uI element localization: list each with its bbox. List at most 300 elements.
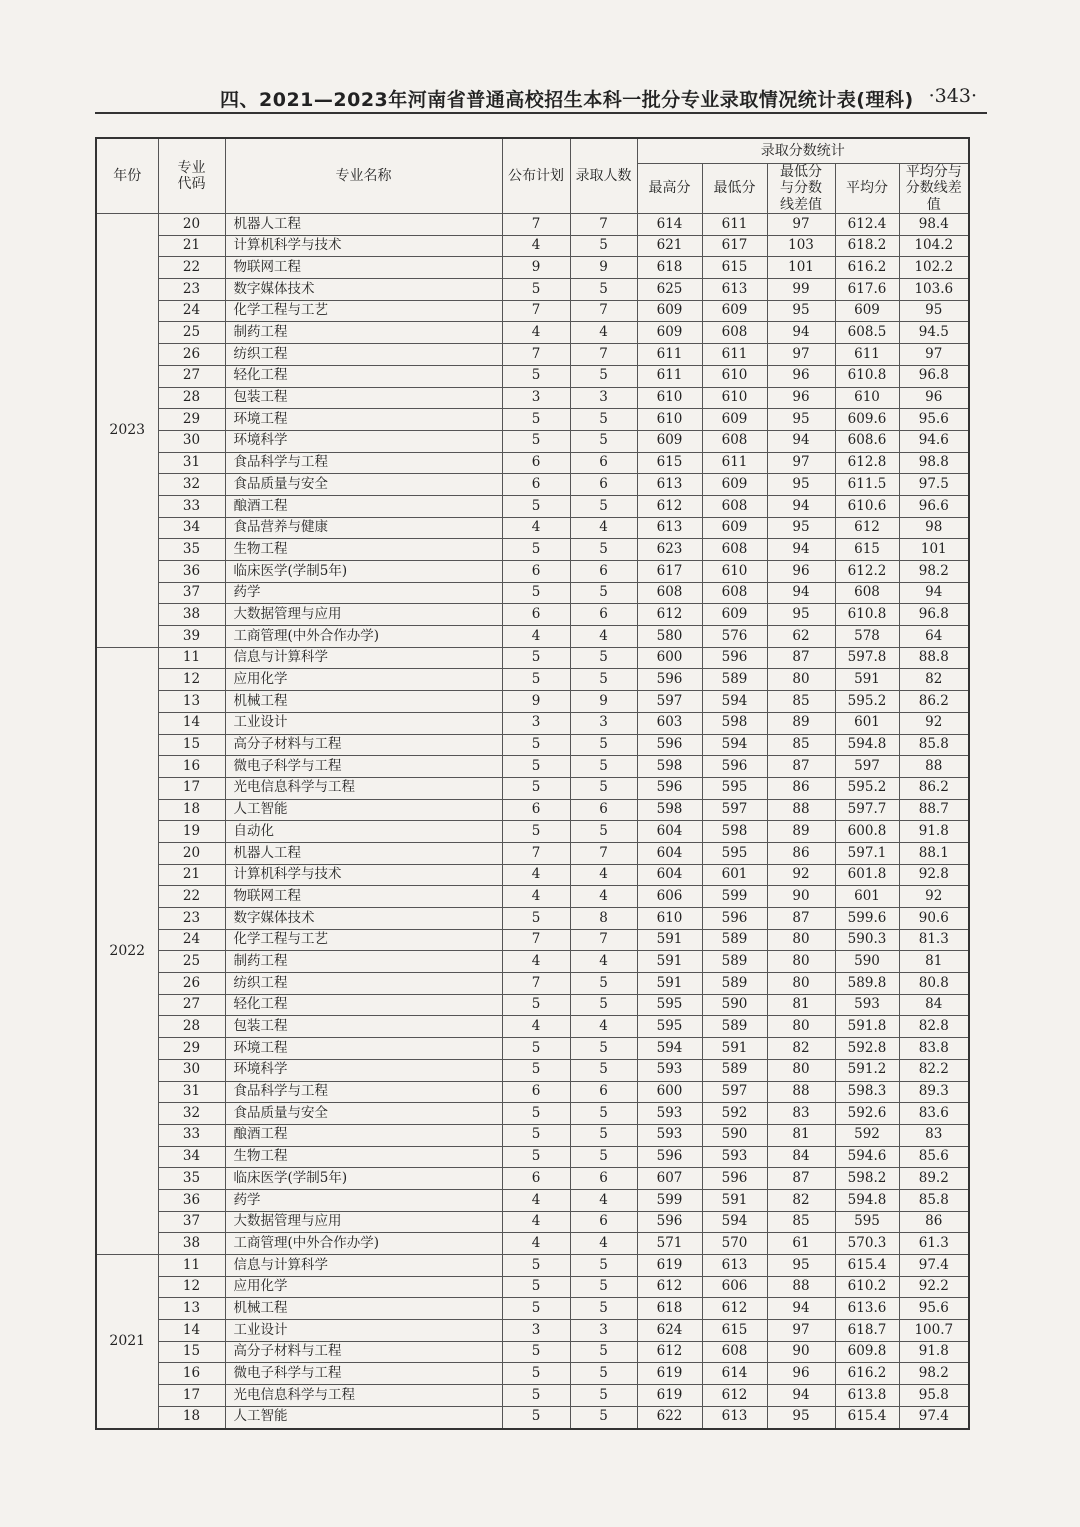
min-cell: 614	[702, 1363, 767, 1385]
avg-cell: 616.2	[835, 1363, 899, 1385]
avg-diff-cell: 61.3	[899, 1233, 969, 1255]
admitted-cell: 5	[570, 1406, 637, 1428]
table-row	[96, 756, 969, 778]
min-cell: 610	[702, 561, 767, 583]
max-cell: 599	[637, 1189, 702, 1211]
avg-cell: 618.7	[835, 1320, 899, 1342]
plan-cell: 7	[502, 973, 570, 995]
code-cell: 16	[158, 1363, 225, 1385]
name-cell: 数字媒体技术	[225, 279, 502, 301]
avg-cell: 590	[835, 951, 899, 973]
min-cell: 596	[702, 1168, 767, 1190]
col-year-header: 年份	[96, 138, 158, 214]
avg-cell: 612.4	[835, 214, 899, 236]
max-cell: 593	[637, 1124, 702, 1146]
admitted-cell: 7	[570, 300, 637, 322]
name-cell: 药学	[225, 582, 502, 604]
avg-cell: 597	[835, 756, 899, 778]
admitted-cell: 5	[570, 973, 637, 995]
avg-diff-cell: 94.5	[899, 322, 969, 344]
min-diff-cell: 87	[767, 1168, 835, 1190]
admitted-cell: 6	[570, 561, 637, 583]
admitted-cell: 5	[570, 821, 637, 843]
name-cell: 大数据管理与应用	[225, 604, 502, 626]
plan-cell: 6	[502, 1168, 570, 1190]
avg-cell: 591	[835, 669, 899, 691]
min-cell: 590	[702, 994, 767, 1016]
name-cell: 工商管理(中外合作办学)	[225, 626, 502, 648]
plan-cell: 3	[502, 712, 570, 734]
avg-diff-cell: 95	[899, 300, 969, 322]
min-diff-cell: 90	[767, 886, 835, 908]
min-diff-cell: 87	[767, 647, 835, 669]
max-cell: 619	[637, 1385, 702, 1407]
table-row	[96, 647, 969, 669]
plan-cell: 5	[502, 1038, 570, 1060]
max-cell: 613	[637, 474, 702, 496]
avg-cell: 609.6	[835, 409, 899, 431]
code-cell: 35	[158, 539, 225, 561]
code-cell: 28	[158, 387, 225, 409]
min-cell: 596	[702, 647, 767, 669]
admitted-cell: 5	[570, 1255, 637, 1277]
code-cell: 22	[158, 257, 225, 279]
admitted-cell: 5	[570, 1146, 637, 1168]
plan-cell: 5	[502, 1341, 570, 1363]
avg-diff-cell: 96.8	[899, 365, 969, 387]
table-row	[96, 452, 969, 474]
avg-cell: 616.2	[835, 257, 899, 279]
avg-diff-cell: 103.6	[899, 279, 969, 301]
year-cell: 2022	[96, 647, 158, 1254]
code-cell: 24	[158, 300, 225, 322]
min-cell: 609	[702, 409, 767, 431]
admitted-cell: 3	[570, 387, 637, 409]
min-diff-cell: 89	[767, 712, 835, 734]
admitted-cell: 4	[570, 1016, 637, 1038]
code-cell: 38	[158, 604, 225, 626]
min-diff-cell: 87	[767, 908, 835, 930]
table-row	[96, 1385, 969, 1407]
min-diff-cell: 61	[767, 1233, 835, 1255]
min-diff-cell: 97	[767, 214, 835, 236]
avg-cell: 618.2	[835, 235, 899, 257]
code-cell: 11	[158, 647, 225, 669]
year-cell: 2021	[96, 1255, 158, 1429]
min-cell: 589	[702, 1059, 767, 1081]
min-diff-cell: 95	[767, 604, 835, 626]
avg-cell: 617.6	[835, 279, 899, 301]
plan-cell: 5	[502, 1059, 570, 1081]
admitted-cell: 5	[570, 365, 637, 387]
admitted-cell: 7	[570, 344, 637, 366]
col-name-header: 专业名称	[225, 138, 502, 214]
avg-diff-cell: 96.6	[899, 495, 969, 517]
code-cell: 25	[158, 322, 225, 344]
min-diff-cell: 96	[767, 365, 835, 387]
avg-cell: 608	[835, 582, 899, 604]
table-row	[96, 430, 969, 452]
admitted-cell: 5	[570, 734, 637, 756]
plan-cell: 4	[502, 1233, 570, 1255]
avg-diff-cell: 97.4	[899, 1406, 969, 1428]
admitted-cell: 6	[570, 1081, 637, 1103]
col-code-header: 专业代码	[158, 138, 225, 214]
admission-table	[95, 137, 970, 1430]
plan-cell: 5	[502, 1146, 570, 1168]
name-cell: 微电子科学与工程	[225, 756, 502, 778]
code-cell: 38	[158, 1233, 225, 1255]
col-min-diff-header: 最低分与分数线差值	[767, 164, 835, 214]
avg-cell: 601.8	[835, 864, 899, 886]
plan-cell: 5	[502, 1103, 570, 1125]
plan-cell: 5	[502, 1363, 570, 1385]
max-cell: 607	[637, 1168, 702, 1190]
min-cell: 612	[702, 1385, 767, 1407]
min-diff-cell: 80	[767, 973, 835, 995]
plan-cell: 4	[502, 322, 570, 344]
table-row	[96, 604, 969, 626]
name-cell: 临床医学(学制5年)	[225, 1168, 502, 1190]
plan-cell: 3	[502, 387, 570, 409]
table-row	[96, 214, 969, 236]
plan-cell: 4	[502, 626, 570, 648]
max-cell: 606	[637, 886, 702, 908]
code-cell: 37	[158, 1211, 225, 1233]
plan-cell: 5	[502, 1124, 570, 1146]
admitted-cell: 4	[570, 517, 637, 539]
table-row	[96, 973, 969, 995]
admitted-cell: 5	[570, 582, 637, 604]
avg-diff-cell: 98	[899, 517, 969, 539]
name-cell: 食品质量与安全	[225, 474, 502, 496]
min-cell: 609	[702, 300, 767, 322]
avg-cell: 589.8	[835, 973, 899, 995]
max-cell: 596	[637, 669, 702, 691]
min-diff-cell: 99	[767, 279, 835, 301]
col-avg-diff-header: 平均分与分数线差值	[899, 164, 969, 214]
min-diff-cell: 62	[767, 626, 835, 648]
admitted-cell: 7	[570, 929, 637, 951]
code-cell: 12	[158, 669, 225, 691]
name-cell: 临床医学(学制5年)	[225, 561, 502, 583]
code-cell: 32	[158, 474, 225, 496]
avg-diff-cell: 95.6	[899, 1298, 969, 1320]
admitted-cell: 3	[570, 712, 637, 734]
table-row	[96, 864, 969, 886]
admitted-cell: 5	[570, 756, 637, 778]
admitted-cell: 5	[570, 1385, 637, 1407]
admitted-cell: 5	[570, 1276, 637, 1298]
min-diff-cell: 94	[767, 582, 835, 604]
min-diff-cell: 95	[767, 517, 835, 539]
name-cell: 人工智能	[225, 799, 502, 821]
code-cell: 36	[158, 561, 225, 583]
min-diff-cell: 88	[767, 1276, 835, 1298]
code-cell: 24	[158, 929, 225, 951]
min-cell: 589	[702, 951, 767, 973]
admitted-cell: 4	[570, 626, 637, 648]
avg-cell: 570.3	[835, 1233, 899, 1255]
name-cell: 物联网工程	[225, 257, 502, 279]
admitted-cell: 9	[570, 691, 637, 713]
min-diff-cell: 81	[767, 994, 835, 1016]
max-cell: 596	[637, 1146, 702, 1168]
admitted-cell: 5	[570, 1124, 637, 1146]
table-row	[96, 994, 969, 1016]
min-cell: 598	[702, 821, 767, 843]
plan-cell: 4	[502, 517, 570, 539]
plan-cell: 9	[502, 257, 570, 279]
min-cell: 576	[702, 626, 767, 648]
code-cell: 34	[158, 1146, 225, 1168]
max-cell: 608	[637, 582, 702, 604]
name-cell: 机械工程	[225, 691, 502, 713]
plan-cell: 7	[502, 214, 570, 236]
min-diff-cell: 95	[767, 409, 835, 431]
min-diff-cell: 86	[767, 777, 835, 799]
admitted-cell: 6	[570, 474, 637, 496]
table-row	[96, 1233, 969, 1255]
plan-cell: 5	[502, 756, 570, 778]
min-cell: 589	[702, 1016, 767, 1038]
min-cell: 611	[702, 344, 767, 366]
code-cell: 31	[158, 452, 225, 474]
name-cell: 制药工程	[225, 322, 502, 344]
min-diff-cell: 82	[767, 1038, 835, 1060]
min-cell: 611	[702, 452, 767, 474]
avg-cell: 599.6	[835, 908, 899, 930]
min-cell: 589	[702, 929, 767, 951]
avg-diff-cell: 88	[899, 756, 969, 778]
avg-cell: 601	[835, 886, 899, 908]
table-row	[96, 1189, 969, 1211]
code-cell: 29	[158, 409, 225, 431]
max-cell: 591	[637, 973, 702, 995]
name-cell: 纺织工程	[225, 344, 502, 366]
avg-cell: 578	[835, 626, 899, 648]
max-cell: 598	[637, 799, 702, 821]
min-cell: 610	[702, 365, 767, 387]
max-cell: 610	[637, 387, 702, 409]
avg-cell: 612.8	[835, 452, 899, 474]
plan-cell: 6	[502, 1081, 570, 1103]
avg-cell: 598.2	[835, 1168, 899, 1190]
plan-cell: 3	[502, 1320, 570, 1342]
code-cell: 39	[158, 626, 225, 648]
admitted-cell: 6	[570, 604, 637, 626]
avg-diff-cell: 91.8	[899, 821, 969, 843]
max-cell: 604	[637, 821, 702, 843]
admitted-cell: 5	[570, 669, 637, 691]
admitted-cell: 5	[570, 1103, 637, 1125]
name-cell: 药学	[225, 1189, 502, 1211]
min-diff-cell: 88	[767, 799, 835, 821]
max-cell: 609	[637, 430, 702, 452]
min-diff-cell: 89	[767, 821, 835, 843]
avg-cell: 610.8	[835, 604, 899, 626]
min-diff-cell: 96	[767, 561, 835, 583]
min-diff-cell: 88	[767, 1081, 835, 1103]
plan-cell: 5	[502, 1298, 570, 1320]
table-row	[96, 1298, 969, 1320]
plan-cell: 5	[502, 1385, 570, 1407]
plan-cell: 5	[502, 365, 570, 387]
max-cell: 619	[637, 1363, 702, 1385]
code-cell: 13	[158, 691, 225, 713]
table-row	[96, 626, 969, 648]
avg-diff-cell: 88.1	[899, 842, 969, 864]
admitted-cell: 4	[570, 886, 637, 908]
admitted-cell: 5	[570, 647, 637, 669]
avg-diff-cell: 95.6	[899, 409, 969, 431]
min-cell: 589	[702, 973, 767, 995]
name-cell: 工业设计	[225, 712, 502, 734]
table-row	[96, 777, 969, 799]
min-diff-cell: 95	[767, 300, 835, 322]
max-cell: 624	[637, 1320, 702, 1342]
name-cell: 光电信息科学与工程	[225, 777, 502, 799]
avg-diff-cell: 89.2	[899, 1168, 969, 1190]
avg-cell: 608.5	[835, 322, 899, 344]
avg-diff-cell: 85.8	[899, 734, 969, 756]
plan-cell: 5	[502, 669, 570, 691]
min-diff-cell: 103	[767, 235, 835, 257]
table-row	[96, 257, 969, 279]
plan-cell: 4	[502, 1211, 570, 1233]
max-cell: 619	[637, 1255, 702, 1277]
avg-cell: 591.8	[835, 1016, 899, 1038]
min-diff-cell: 80	[767, 1059, 835, 1081]
name-cell: 自动化	[225, 821, 502, 843]
plan-cell: 5	[502, 647, 570, 669]
max-cell: 614	[637, 214, 702, 236]
table-row	[96, 734, 969, 756]
table-row	[96, 1276, 969, 1298]
name-cell: 计算机科学与技术	[225, 235, 502, 257]
avg-cell: 592.6	[835, 1103, 899, 1125]
avg-diff-cell: 100.7	[899, 1320, 969, 1342]
avg-cell: 595	[835, 1211, 899, 1233]
table-row	[96, 495, 969, 517]
avg-cell: 597.8	[835, 647, 899, 669]
name-cell: 工业设计	[225, 1320, 502, 1342]
min-cell: 608	[702, 539, 767, 561]
code-cell: 15	[158, 734, 225, 756]
min-diff-cell: 80	[767, 951, 835, 973]
table-row	[96, 474, 969, 496]
code-cell: 34	[158, 517, 225, 539]
admitted-cell: 6	[570, 1211, 637, 1233]
page-number: ·343·	[928, 85, 977, 107]
min-cell: 597	[702, 1081, 767, 1103]
min-cell: 608	[702, 582, 767, 604]
code-cell: 37	[158, 582, 225, 604]
min-cell: 592	[702, 1103, 767, 1125]
min-cell: 591	[702, 1189, 767, 1211]
plan-cell: 5	[502, 495, 570, 517]
min-cell: 589	[702, 669, 767, 691]
max-cell: 621	[637, 235, 702, 257]
min-diff-cell: 81	[767, 1124, 835, 1146]
plan-cell: 6	[502, 604, 570, 626]
max-cell: 625	[637, 279, 702, 301]
admitted-cell: 5	[570, 994, 637, 1016]
avg-diff-cell: 92.2	[899, 1276, 969, 1298]
admitted-cell: 4	[570, 322, 637, 344]
code-cell: 26	[158, 344, 225, 366]
admitted-cell: 5	[570, 409, 637, 431]
avg-diff-cell: 102.2	[899, 257, 969, 279]
plan-cell: 7	[502, 929, 570, 951]
avg-diff-cell: 83.8	[899, 1038, 969, 1060]
name-cell: 食品科学与工程	[225, 1081, 502, 1103]
name-cell: 生物工程	[225, 539, 502, 561]
max-cell: 612	[637, 495, 702, 517]
avg-cell: 613.6	[835, 1298, 899, 1320]
min-diff-cell: 95	[767, 474, 835, 496]
min-diff-cell: 80	[767, 929, 835, 951]
table-row	[96, 1406, 969, 1428]
table-row	[96, 1341, 969, 1363]
name-cell: 机器人工程	[225, 842, 502, 864]
plan-cell: 5	[502, 409, 570, 431]
name-cell: 环境工程	[225, 1038, 502, 1060]
code-cell: 12	[158, 1276, 225, 1298]
avg-cell: 601	[835, 712, 899, 734]
min-cell: 612	[702, 1298, 767, 1320]
code-cell: 35	[158, 1168, 225, 1190]
table-row	[96, 517, 969, 539]
max-cell: 600	[637, 1081, 702, 1103]
avg-diff-cell: 92	[899, 712, 969, 734]
min-cell: 617	[702, 235, 767, 257]
page-title: 四、2021—2023年河南省普通高校招生本科一批分专业录取情况统计表(理科)	[220, 89, 914, 111]
name-cell: 光电信息科学与工程	[225, 1385, 502, 1407]
table-row	[96, 886, 969, 908]
min-diff-cell: 90	[767, 1341, 835, 1363]
code-cell: 22	[158, 886, 225, 908]
code-cell: 16	[158, 756, 225, 778]
plan-cell: 4	[502, 1016, 570, 1038]
min-diff-cell: 97	[767, 344, 835, 366]
name-cell: 轻化工程	[225, 365, 502, 387]
avg-cell: 613.8	[835, 1385, 899, 1407]
max-cell: 594	[637, 1038, 702, 1060]
min-cell: 608	[702, 430, 767, 452]
min-cell: 598	[702, 712, 767, 734]
min-diff-cell: 83	[767, 1103, 835, 1125]
table-row	[96, 842, 969, 864]
min-diff-cell: 101	[767, 257, 835, 279]
plan-cell: 5	[502, 582, 570, 604]
avg-diff-cell: 85.8	[899, 1189, 969, 1211]
table-row	[96, 691, 969, 713]
name-cell: 高分子材料与工程	[225, 734, 502, 756]
code-cell: 19	[158, 821, 225, 843]
col-score-stats-header: 录取分数统计	[637, 138, 969, 164]
name-cell: 计算机科学与技术	[225, 864, 502, 886]
admitted-cell: 5	[570, 1341, 637, 1363]
avg-cell: 615	[835, 539, 899, 561]
name-cell: 环境科学	[225, 430, 502, 452]
code-cell: 30	[158, 1059, 225, 1081]
code-cell: 27	[158, 365, 225, 387]
plan-cell: 5	[502, 1406, 570, 1428]
admitted-cell: 4	[570, 951, 637, 973]
plan-cell: 6	[502, 474, 570, 496]
name-cell: 人工智能	[225, 1406, 502, 1428]
